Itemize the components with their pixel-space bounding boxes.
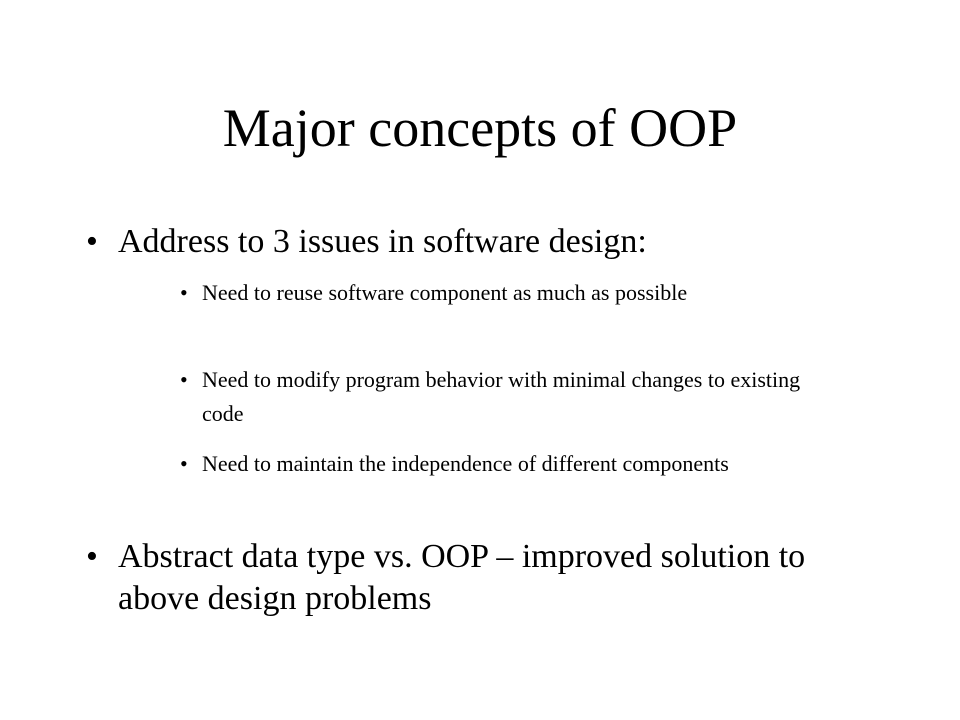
- bullet-text: Abstract data type vs. OOP – improved solution to above design problems: [118, 538, 806, 617]
- subbullet-text: Need to reuse software component as much as possible: [202, 280, 688, 305]
- subbullet-text: Need to modify program behavior with minimal changes to existing code: [202, 367, 801, 426]
- subbullet-dot-icon: •: [180, 280, 188, 305]
- bullet-dot-icon: •: [86, 538, 98, 575]
- slide-title: Major concepts of OOP: [222, 98, 738, 158]
- bullet-text: Address to 3 issues in software design:: [118, 223, 647, 260]
- bullet-dot-icon: •: [86, 223, 98, 260]
- subbullet-text: Need to maintain the independence of different components: [202, 451, 729, 476]
- subbullet-dot-icon: •: [180, 451, 188, 476]
- subbullet-dot-icon: •: [180, 367, 188, 392]
